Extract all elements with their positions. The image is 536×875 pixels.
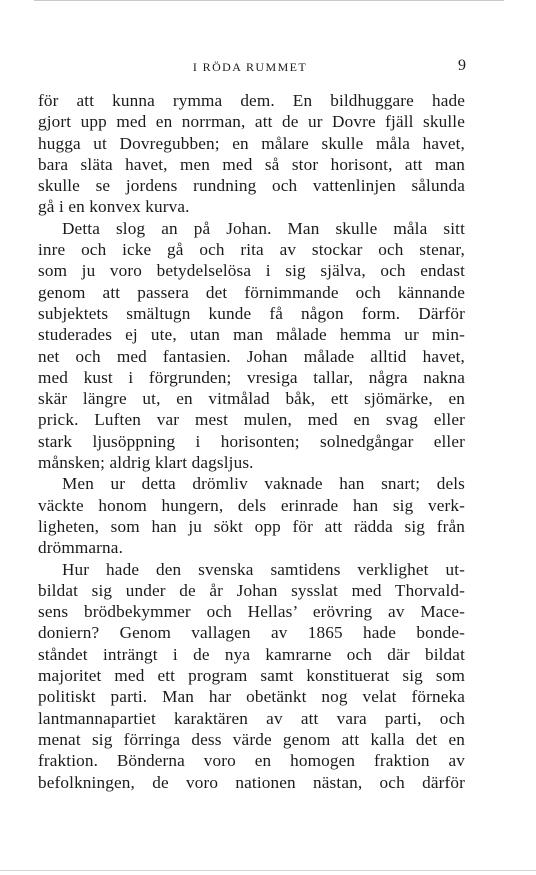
text-line: lantmannapartiet karaktären av att vara parti, och	[38, 708, 465, 728]
text-line: hugga ut Dovregubben; en målare skulle måla havet,	[38, 133, 465, 153]
running-header	[0, 57, 536, 80]
text-line: genom att passera det förnimmande och kännande	[38, 282, 465, 302]
text-line: bara släta havet, men med så stor horisont, att man	[38, 154, 465, 174]
running-title: I RÖDA RUMMET	[192, 60, 308, 74]
text-line: fraktion. Bönderna voro en homogen fraktion av	[38, 751, 465, 771]
text-line: majoritet med ett program samt konstituerat sig som	[38, 666, 465, 686]
text-line: som ju voro betydelselösa i sig själva, och endast	[38, 261, 465, 281]
text-line: studerades ej ute, utan man målade hemma ur min-	[38, 325, 465, 345]
text-line: gå i en konvex kurva.	[38, 197, 190, 217]
text-line: net och med fantasien. Johan målade alltid havet,	[38, 346, 465, 366]
text-line: inre och icke gå och rita av stockar och stenar,	[38, 240, 465, 260]
page-number: 9	[458, 57, 466, 74]
text-line: skär längre ut, en vitmålad båk, ett sjömärke, en	[38, 389, 465, 409]
text-line: skulle se jordens rundning och vattenlinjen sålunda	[38, 176, 465, 196]
text-line: ståndet inträngt i de nya kamrarne och där bildat	[38, 644, 465, 664]
text-line: politiskt parti. Man har obetänkt nog velat förneka	[38, 687, 465, 707]
text-line: menat sig förringa dess värde genom att kalla det en	[38, 729, 465, 749]
text-line: subjektets smältugn kunde få någon form. Därför	[38, 303, 465, 323]
text-line: månsken; aldrig klart dagsljus.	[38, 453, 254, 473]
text-line: Detta slog an på Johan. Man skulle måla sitt	[62, 218, 465, 238]
text-line: gjort upp med en norrman, att de ur Dovre fjäll skulle	[38, 112, 465, 132]
text-line: Men ur detta drömliv vaknade han snart; dels	[62, 474, 465, 494]
text-line: väckte honom hungern, dels erinrade han sig verk-	[38, 495, 465, 515]
body-text	[38, 90, 465, 793]
bottom-edge-line	[0, 870, 536, 871]
text-line: doniern? Genom vallagen av 1865 hade bonde-	[38, 623, 465, 643]
text-line: befolkningen, de voro nationen nästan, och därför	[38, 772, 465, 792]
text-line: prick. Luften var mest mulen, med en svag eller	[38, 410, 465, 430]
top-edge-line	[34, 0, 504, 1]
text-line: Hur hade den svenska samtidens verklighet ut-	[62, 559, 465, 579]
text-line: för att kunna rymma dem. En bildhuggare hade	[38, 91, 465, 110]
text-line: bildat sig under de år Johan sysslat med Thorvald-	[38, 580, 465, 600]
text-line: sens brödbekymmer och Hellas’ erövring av Mace-	[38, 602, 465, 622]
text-line: drömmarna.	[38, 538, 124, 558]
text-line: stark ljusöppning i horisonten; solnedgångar eller	[38, 431, 465, 451]
text-line: med kust i förgrunden; vresiga tallar, några nakna	[38, 367, 465, 387]
text-line: ligheten, som han ju sökt opp för att rädda sig från	[38, 516, 465, 536]
